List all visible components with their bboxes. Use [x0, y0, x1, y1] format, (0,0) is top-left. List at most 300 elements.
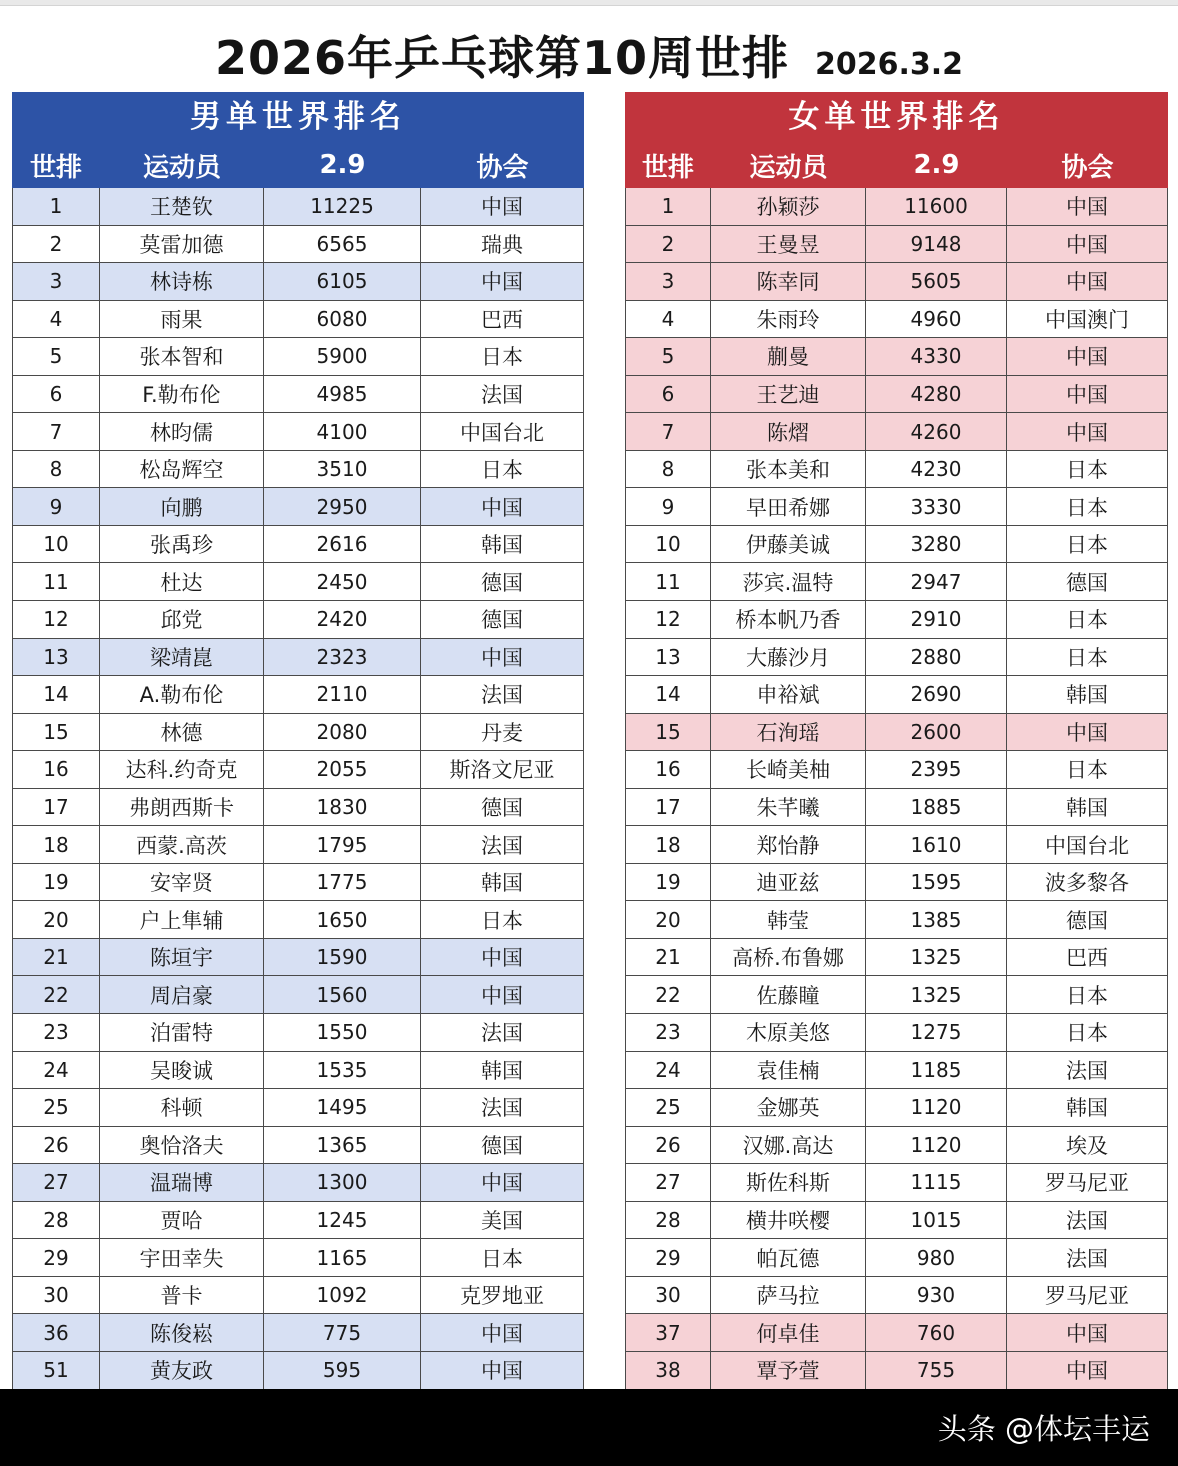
- men-cell-player: 林昀儒: [100, 413, 264, 450]
- men-cell-rank: 7: [12, 413, 100, 450]
- women-cell-points: 2947: [866, 563, 1007, 600]
- women-table-row: [625, 751, 1168, 789]
- women-header-player: 运动员: [749, 152, 828, 183]
- women-table-row: [625, 714, 1168, 752]
- women-cell-points: 1185: [866, 1052, 1007, 1089]
- women-cell-points: 1120: [866, 1089, 1007, 1126]
- men-cell-association: 法国: [421, 376, 584, 413]
- women-cell-rank: 37: [625, 1314, 711, 1351]
- women-table-row: [625, 1052, 1168, 1090]
- women-table-row: [625, 451, 1168, 489]
- women-cell-player: 早田希娜: [711, 488, 866, 525]
- men-cell-rank: 16: [12, 751, 100, 788]
- men-table-row: [12, 714, 584, 752]
- men-table-row: [12, 864, 584, 902]
- women-cell-association: 中国: [1007, 188, 1168, 225]
- men-cell-player: 泊雷特: [100, 1014, 264, 1051]
- women-cell-rank: 26: [625, 1127, 711, 1164]
- women-cell-association: 法国: [1007, 1202, 1168, 1239]
- women-cell-rank: 13: [625, 639, 711, 676]
- men-table-row: [12, 226, 584, 264]
- men-cell-rank: 3: [12, 263, 100, 300]
- men-cell-player: 周启豪: [100, 976, 264, 1013]
- women-cell-rank: 16: [625, 751, 711, 788]
- women-header-rank: 世排: [641, 152, 694, 183]
- men-cell-association: 中国: [421, 1352, 584, 1389]
- women-column-headers: [625, 142, 1168, 188]
- men-table-row: [12, 263, 584, 301]
- men-table-row: [12, 1052, 584, 1090]
- men-cell-association: 斯洛文尼亚: [421, 751, 584, 788]
- women-cell-points: 4960: [866, 301, 1007, 338]
- women-cell-rank: 19: [625, 864, 711, 901]
- men-cell-association: 法国: [421, 676, 584, 713]
- men-cell-player: 达科.约奇克: [100, 751, 264, 788]
- women-cell-association: 日本: [1007, 526, 1168, 563]
- women-cell-points: 1275: [866, 1014, 1007, 1051]
- women-table-row: [625, 676, 1168, 714]
- women-cell-association: 中国: [1007, 714, 1168, 751]
- men-table-row: [12, 751, 584, 789]
- men-cell-rank: 17: [12, 789, 100, 826]
- women-cell-points: 1120: [866, 1127, 1007, 1164]
- men-cell-association: 中国: [421, 488, 584, 525]
- women-cell-rank: 24: [625, 1052, 711, 1089]
- women-table-row: [625, 1352, 1168, 1390]
- women-cell-association: 中国: [1007, 263, 1168, 300]
- men-table-row: [12, 1014, 584, 1052]
- men-cell-association: 中国: [421, 263, 584, 300]
- men-cell-points: 1165: [264, 1239, 421, 1276]
- women-table-row: [625, 488, 1168, 526]
- men-cell-points: 2420: [264, 601, 421, 638]
- men-cell-points: 2080: [264, 714, 421, 751]
- men-table-row: [12, 563, 584, 601]
- men-cell-points: 1795: [264, 826, 421, 863]
- women-table-row: [625, 376, 1168, 414]
- women-cell-rank: 5: [625, 338, 711, 375]
- women-cell-rank: 21: [625, 939, 711, 976]
- men-cell-player: 吴晙诚: [100, 1052, 264, 1089]
- men-table-row: [12, 188, 584, 226]
- women-cell-rank: 9: [625, 488, 711, 525]
- men-table-row: [12, 639, 584, 677]
- women-table-row: [625, 563, 1168, 601]
- women-cell-player: 萨马拉: [711, 1277, 866, 1314]
- title-date: 2026.3.2: [815, 47, 964, 82]
- men-cell-association: 韩国: [421, 864, 584, 901]
- men-cell-rank: 11: [12, 563, 100, 600]
- women-cell-association: 中国: [1007, 226, 1168, 263]
- men-table-row: [12, 601, 584, 639]
- men-cell-rank: 13: [12, 639, 100, 676]
- women-cell-association: 中国: [1007, 1352, 1168, 1389]
- women-cell-points: 2600: [866, 714, 1007, 751]
- women-table-row: [625, 1127, 1168, 1165]
- women-cell-rank: 2: [625, 226, 711, 263]
- men-cell-player: 雨果: [100, 301, 264, 338]
- women-cell-association: 中国台北: [1007, 826, 1168, 863]
- men-cell-player: 林德: [100, 714, 264, 751]
- men-cell-association: 中国: [421, 1314, 584, 1351]
- women-cell-player: 孙颖莎: [711, 188, 866, 225]
- men-cell-points: 1365: [264, 1127, 421, 1164]
- men-cell-points: 1300: [264, 1164, 421, 1201]
- page-title: [0, 22, 1178, 85]
- women-cell-player: 莎宾.温特: [711, 563, 866, 600]
- men-cell-points: 2616: [264, 526, 421, 563]
- women-table-body: [625, 188, 1168, 1390]
- women-cell-points: 4230: [866, 451, 1007, 488]
- men-cell-association: 巴西: [421, 301, 584, 338]
- men-cell-points: 1650: [264, 901, 421, 938]
- women-cell-rank: 38: [625, 1352, 711, 1389]
- men-cell-association: 韩国: [421, 1052, 584, 1089]
- women-cell-association: 韩国: [1007, 676, 1168, 713]
- women-table-row: [625, 1202, 1168, 1240]
- women-table-row: [625, 976, 1168, 1014]
- women-cell-player: 木原美悠: [711, 1014, 866, 1051]
- men-table-row: [12, 338, 584, 376]
- women-cell-player: 大藤沙月: [711, 639, 866, 676]
- women-cell-association: 法国: [1007, 1052, 1168, 1089]
- men-cell-points: 595: [264, 1352, 421, 1389]
- men-cell-player: 张禹珍: [100, 526, 264, 563]
- men-cell-player: 黄友政: [100, 1352, 264, 1389]
- women-cell-points: 1325: [866, 939, 1007, 976]
- men-cell-player: 梁靖崑: [100, 639, 264, 676]
- men-cell-rank: 5: [12, 338, 100, 375]
- women-table-row: [625, 789, 1168, 827]
- men-cell-points: 1092: [264, 1277, 421, 1314]
- men-cell-points: 6565: [264, 226, 421, 263]
- men-cell-points: 6080: [264, 301, 421, 338]
- men-cell-association: 德国: [421, 601, 584, 638]
- men-cell-points: 1830: [264, 789, 421, 826]
- women-table-row: [625, 413, 1168, 451]
- women-cell-player: 长崎美柚: [711, 751, 866, 788]
- men-cell-points: 775: [264, 1314, 421, 1351]
- women-cell-points: 760: [866, 1314, 1007, 1351]
- women-cell-association: 巴西: [1007, 939, 1168, 976]
- men-cell-points: 1550: [264, 1014, 421, 1051]
- men-cell-points: 1495: [264, 1089, 421, 1126]
- women-cell-points: 2880: [866, 639, 1007, 676]
- women-cell-player: 王艺迪: [711, 376, 866, 413]
- women-cell-player: 韩莹: [711, 901, 866, 938]
- women-table-row: [625, 188, 1168, 226]
- women-table-row: [625, 601, 1168, 639]
- men-cell-points: 1775: [264, 864, 421, 901]
- women-panel-title: 女单世界排名: [625, 92, 1168, 142]
- women-cell-player: 申裕斌: [711, 676, 866, 713]
- men-table-row: [12, 676, 584, 714]
- women-ranking-panel: [625, 92, 1168, 1390]
- women-cell-association: 日本: [1007, 1014, 1168, 1051]
- men-cell-player: 奥恰洛夫: [100, 1127, 264, 1164]
- women-table-row: [625, 338, 1168, 376]
- title-text: 2026年乒乓球第10周世排: [214, 31, 789, 85]
- women-cell-association: 日本: [1007, 639, 1168, 676]
- women-table-row: [625, 901, 1168, 939]
- men-table-row: [12, 1314, 584, 1352]
- women-cell-association: 中国: [1007, 376, 1168, 413]
- men-table-row: [12, 1127, 584, 1165]
- men-panel-title: 男单世界排名: [12, 92, 584, 142]
- men-cell-rank: 18: [12, 826, 100, 863]
- men-cell-rank: 15: [12, 714, 100, 751]
- women-cell-rank: 1: [625, 188, 711, 225]
- women-cell-points: 4280: [866, 376, 1007, 413]
- women-table-row: [625, 263, 1168, 301]
- women-cell-rank: 14: [625, 676, 711, 713]
- men-cell-player: A.勒布伦: [100, 676, 264, 713]
- women-cell-player: 张本美和: [711, 451, 866, 488]
- men-cell-rank: 51: [12, 1352, 100, 1389]
- women-cell-association: 中国: [1007, 413, 1168, 450]
- women-cell-points: 3280: [866, 526, 1007, 563]
- women-table-row: [625, 1314, 1168, 1352]
- men-cell-rank: 6: [12, 376, 100, 413]
- men-cell-association: 中国: [421, 639, 584, 676]
- men-cell-rank: 36: [12, 1314, 100, 1351]
- women-cell-points: 980: [866, 1239, 1007, 1276]
- men-table-row: [12, 1202, 584, 1240]
- women-cell-association: 日本: [1007, 451, 1168, 488]
- women-cell-points: 11600: [866, 188, 1007, 225]
- women-cell-rank: 4: [625, 301, 711, 338]
- women-cell-points: 1885: [866, 789, 1007, 826]
- women-cell-points: 1595: [866, 864, 1007, 901]
- men-cell-player: 莫雷加德: [100, 226, 264, 263]
- women-cell-association: 埃及: [1007, 1127, 1168, 1164]
- women-cell-rank: 11: [625, 563, 711, 600]
- men-cell-rank: 12: [12, 601, 100, 638]
- women-table-row: [625, 864, 1168, 902]
- women-cell-points: 5605: [866, 263, 1007, 300]
- men-table-row: [12, 301, 584, 339]
- women-cell-association: 中国: [1007, 1314, 1168, 1351]
- men-cell-points: 1560: [264, 976, 421, 1013]
- men-cell-association: 中国: [421, 976, 584, 1013]
- women-cell-points: 1015: [866, 1202, 1007, 1239]
- men-cell-player: 温瑞博: [100, 1164, 264, 1201]
- women-table-row: [625, 826, 1168, 864]
- men-cell-points: 1245: [264, 1202, 421, 1239]
- women-cell-association: 罗马尼亚: [1007, 1277, 1168, 1314]
- men-cell-association: 日本: [421, 1239, 584, 1276]
- women-cell-player: 何卓佳: [711, 1314, 866, 1351]
- watermark-text: 头条 @体坛丰运: [937, 1412, 1150, 1446]
- women-cell-association: 德国: [1007, 901, 1168, 938]
- men-table-row: [12, 976, 584, 1014]
- men-cell-association: 德国: [421, 563, 584, 600]
- men-cell-association: 韩国: [421, 526, 584, 563]
- men-cell-association: 中国台北: [421, 413, 584, 450]
- women-cell-rank: 12: [625, 601, 711, 638]
- men-cell-player: 贾哈: [100, 1202, 264, 1239]
- men-cell-points: 4100: [264, 413, 421, 450]
- men-cell-rank: 9: [12, 488, 100, 525]
- women-cell-rank: 25: [625, 1089, 711, 1126]
- men-table-row: [12, 451, 584, 489]
- men-cell-association: 中国: [421, 1164, 584, 1201]
- men-cell-player: 陈俊崧: [100, 1314, 264, 1351]
- men-header-player: 运动员: [142, 152, 221, 183]
- men-cell-rank: 23: [12, 1014, 100, 1051]
- men-cell-points: 1535: [264, 1052, 421, 1089]
- men-table-row: [12, 526, 584, 564]
- women-cell-player: 蒯曼: [711, 338, 866, 375]
- men-cell-association: 德国: [421, 1127, 584, 1164]
- women-cell-rank: 22: [625, 976, 711, 1013]
- men-cell-rank: 19: [12, 864, 100, 901]
- men-cell-rank: 14: [12, 676, 100, 713]
- women-cell-player: 汉娜.高达: [711, 1127, 866, 1164]
- women-cell-association: 法国: [1007, 1239, 1168, 1276]
- women-cell-player: 王曼昱: [711, 226, 866, 263]
- men-cell-association: 中国: [421, 188, 584, 225]
- men-cell-player: 邱党: [100, 601, 264, 638]
- men-cell-rank: 21: [12, 939, 100, 976]
- men-column-headers: [12, 142, 584, 188]
- men-cell-rank: 27: [12, 1164, 100, 1201]
- women-cell-points: 1115: [866, 1164, 1007, 1201]
- women-cell-player: 陈熠: [711, 413, 866, 450]
- women-table-row: [625, 1277, 1168, 1315]
- men-cell-association: 瑞典: [421, 226, 584, 263]
- men-cell-player: 张本智和: [100, 338, 264, 375]
- men-table-row: [12, 488, 584, 526]
- men-table-body: [12, 188, 584, 1390]
- women-cell-player: 横井咲樱: [711, 1202, 866, 1239]
- women-cell-association: 日本: [1007, 488, 1168, 525]
- men-table-row: [12, 1089, 584, 1127]
- men-cell-player: 林诗栋: [100, 263, 264, 300]
- men-cell-points: 2110: [264, 676, 421, 713]
- women-cell-player: 斯佐科斯: [711, 1164, 866, 1201]
- women-cell-player: 帕瓦德: [711, 1239, 866, 1276]
- women-cell-rank: 8: [625, 451, 711, 488]
- men-table-row: [12, 1239, 584, 1277]
- women-cell-rank: 23: [625, 1014, 711, 1051]
- men-cell-rank: 20: [12, 901, 100, 938]
- women-table-row: [625, 1014, 1168, 1052]
- men-cell-player: 普卡: [100, 1277, 264, 1314]
- women-cell-player: 朱雨玲: [711, 301, 866, 338]
- women-cell-rank: 30: [625, 1277, 711, 1314]
- men-table-row: [12, 789, 584, 827]
- women-cell-player: 伊藤美诚: [711, 526, 866, 563]
- men-header-points: 2.9: [319, 150, 366, 180]
- women-cell-association: 罗马尼亚: [1007, 1164, 1168, 1201]
- men-cell-association: 日本: [421, 901, 584, 938]
- men-cell-player: F.勒布伦: [100, 376, 264, 413]
- men-cell-player: 松岛辉空: [100, 451, 264, 488]
- women-cell-association: 韩国: [1007, 789, 1168, 826]
- men-cell-association: 美国: [421, 1202, 584, 1239]
- men-cell-association: 丹麦: [421, 714, 584, 751]
- women-table-row: [625, 639, 1168, 677]
- men-cell-association: 日本: [421, 451, 584, 488]
- men-cell-rank: 28: [12, 1202, 100, 1239]
- women-cell-association: 德国: [1007, 563, 1168, 600]
- men-cell-player: 弗朗西斯卡: [100, 789, 264, 826]
- men-header-association: 协会: [476, 152, 529, 183]
- women-table-row: [625, 526, 1168, 564]
- men-cell-association: 德国: [421, 789, 584, 826]
- women-cell-points: 930: [866, 1277, 1007, 1314]
- women-cell-player: 桥本帆乃香: [711, 601, 866, 638]
- men-table-row: [12, 901, 584, 939]
- women-cell-points: 1385: [866, 901, 1007, 938]
- women-cell-points: 2690: [866, 676, 1007, 713]
- men-cell-points: 4985: [264, 376, 421, 413]
- men-table-row: [12, 1164, 584, 1202]
- men-cell-player: 向鹏: [100, 488, 264, 525]
- women-cell-points: 2395: [866, 751, 1007, 788]
- men-cell-rank: 2: [12, 226, 100, 263]
- women-cell-player: 石洵瑶: [711, 714, 866, 751]
- women-cell-rank: 3: [625, 263, 711, 300]
- men-cell-points: 2450: [264, 563, 421, 600]
- men-cell-player: 王楚钦: [100, 188, 264, 225]
- men-cell-points: 2323: [264, 639, 421, 676]
- women-cell-points: 2910: [866, 601, 1007, 638]
- men-cell-rank: 30: [12, 1277, 100, 1314]
- men-cell-rank: 4: [12, 301, 100, 338]
- women-table-row: [625, 1164, 1168, 1202]
- men-cell-points: 11225: [264, 188, 421, 225]
- women-cell-points: 3330: [866, 488, 1007, 525]
- men-cell-rank: 25: [12, 1089, 100, 1126]
- women-cell-rank: 27: [625, 1164, 711, 1201]
- women-cell-association: 中国: [1007, 338, 1168, 375]
- women-table-row: [625, 301, 1168, 339]
- men-cell-player: 西蒙.高茨: [100, 826, 264, 863]
- women-header-points: 2.9: [913, 150, 960, 180]
- women-cell-association: 日本: [1007, 751, 1168, 788]
- women-cell-player: 佐藤瞳: [711, 976, 866, 1013]
- men-cell-player: 科顿: [100, 1089, 264, 1126]
- women-cell-points: 1610: [866, 826, 1007, 863]
- men-cell-rank: 10: [12, 526, 100, 563]
- men-cell-player: 安宰贤: [100, 864, 264, 901]
- women-cell-rank: 20: [625, 901, 711, 938]
- men-table-row: [12, 1277, 584, 1315]
- men-cell-rank: 8: [12, 451, 100, 488]
- men-cell-rank: 1: [12, 188, 100, 225]
- men-cell-player: 宇田幸失: [100, 1239, 264, 1276]
- men-cell-association: 法国: [421, 826, 584, 863]
- women-cell-association: 日本: [1007, 976, 1168, 1013]
- women-cell-player: 袁佳楠: [711, 1052, 866, 1089]
- men-cell-rank: 24: [12, 1052, 100, 1089]
- women-cell-association: 中国澳门: [1007, 301, 1168, 338]
- women-cell-association: 日本: [1007, 601, 1168, 638]
- women-cell-points: 4260: [866, 413, 1007, 450]
- men-cell-rank: 29: [12, 1239, 100, 1276]
- men-cell-points: 3510: [264, 451, 421, 488]
- men-cell-points: 1590: [264, 939, 421, 976]
- women-cell-points: 755: [866, 1352, 1007, 1389]
- men-cell-points: 6105: [264, 263, 421, 300]
- men-table-row: [12, 1352, 584, 1390]
- women-cell-player: 陈幸同: [711, 263, 866, 300]
- women-table-row: [625, 1239, 1168, 1277]
- women-cell-points: 1325: [866, 976, 1007, 1013]
- women-cell-rank: 18: [625, 826, 711, 863]
